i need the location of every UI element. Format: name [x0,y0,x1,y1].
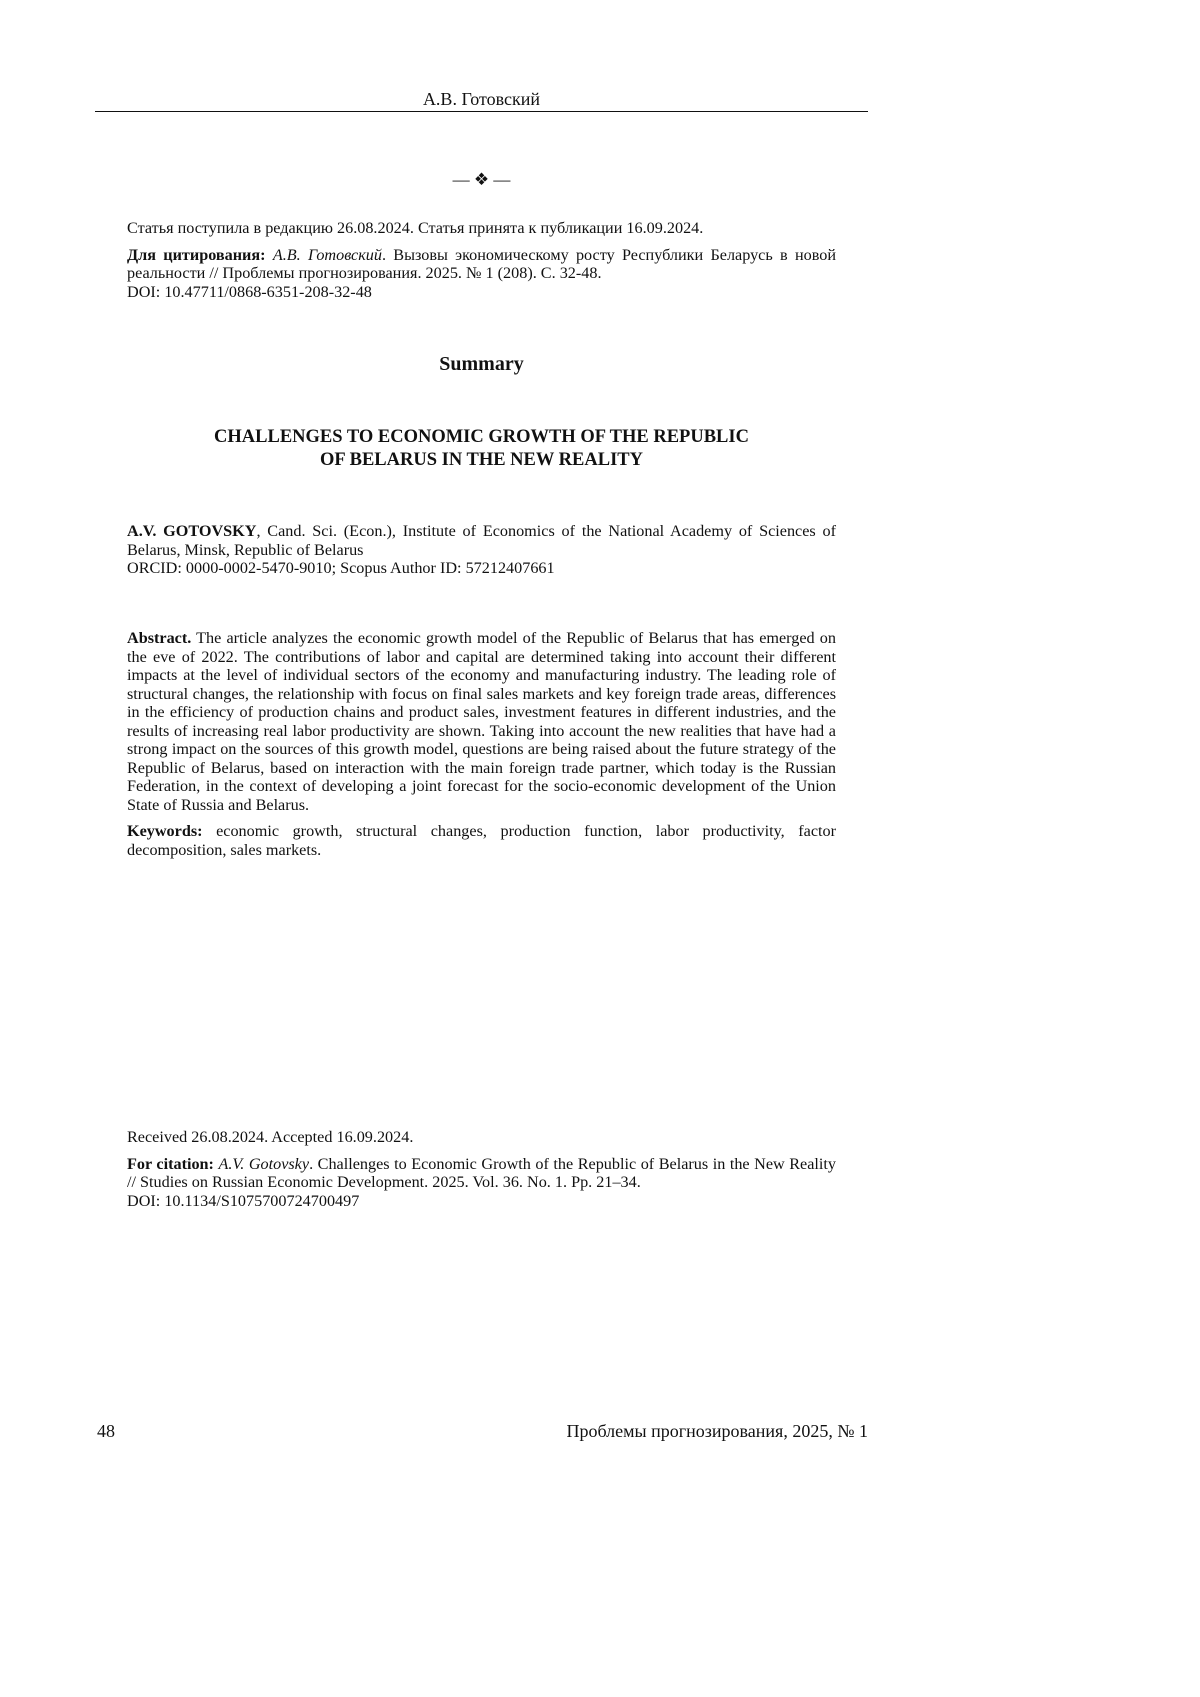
citation-ru [127,246,836,283]
author-name: A.V. GOTOVSKY [127,522,257,540]
english-article-meta [127,1128,836,1210]
doi-ru: DOI: 10.47711/0868-6351-208-32-48 [127,282,372,301]
author-affiliation-text: , Cand. Sci. (Econ.), Institute of Economics of the National Academy of Sciences of Belarus, Minsk, Republic of Belarus [127,522,837,559]
author-affiliation [127,522,836,559]
header-rule [95,111,868,112]
citation-text-ru: . Вызовы экономическому росту Республики Беларусь в новой реальности // Проблемы прогнозирования. 2025. № 1 (208). С. 32-48. [127,245,836,282]
abstract-block [127,629,836,859]
journal-footer: Проблемы прогнозирования, 2025, № 1 [566,1421,868,1441]
abstract-text: The article analyzes the economic growth model of the Republic of Belarus that has emerged on the eve of 2022. The contributions of labor and capital are determined taking into account their different impacts at the level of individual sectors of the economy and manufacturing industry. The leading role of structural changes, the relationship with focus on final sales markets and key foreign trade areas, differences in the efficiency of production chains and product sales, investment features in different industries, and the results of increasing real labor productivity are shown. Taking into account the new realities that have had a strong impact on the sources of this growth model, questions are being raised about the future strategy of the Republic of Belarus, based on interaction with the main foreign trade partner, which today is the Russian Federation, in the context of developing a joint forecast for the socio-economic development of the Union State of Russia and Belarus. [127,629,836,814]
running-head: А.В. Готовский [422,89,541,109]
citation-text-en: . Challenges to Economic Growth of the Republic of Belarus in the New Reality // Studies on Russian Economic Development. 2025. Vol. 36. No. 1. Pp. 21–34. [127,1154,837,1191]
received-ru: Статья поступила в редакцию 26.08.2024. Статья принята к публикации 16.09.2024. [127,219,704,237]
citation-label-ru: Для цитирования: [127,245,266,264]
russian-article-meta [127,219,836,301]
paper-title [127,426,836,472]
doi-en: DOI: 10.1134/S1075700724700497 [127,1191,360,1210]
citation-author-ru: А.В. Готовский [272,245,382,264]
section-ornament: — ❖ — [452,170,511,189]
page-number: 48 [97,1421,115,1441]
summary-heading: Summary [439,353,524,375]
keywords-text: economic growth, structural changes, production function, labor productivity, factor decomposition, sales markets. [127,822,836,859]
paper-title-line-1: CHALLENGES TO ECONOMIC GROWTH OF THE REPUBLIC [214,427,749,447]
abstract [127,629,836,814]
citation-label-en: For citation: [127,1154,214,1173]
keywords [127,822,836,859]
received-en: Received 26.08.2024. Accepted 16.09.2024. [127,1128,414,1146]
abstract-label: Abstract. [127,629,192,647]
keywords-label: Keywords: [127,822,203,840]
author-block [127,522,836,578]
author-ids: ORCID: 0000-0002-5470-9010; Scopus Author ID: 57212407661 [127,559,555,577]
paper-title-line-2: OF BELARUS IN THE NEW REALITY [320,450,643,470]
citation-author-en: A.V. Gotovsky [218,1154,310,1173]
citation-en [127,1155,836,1192]
